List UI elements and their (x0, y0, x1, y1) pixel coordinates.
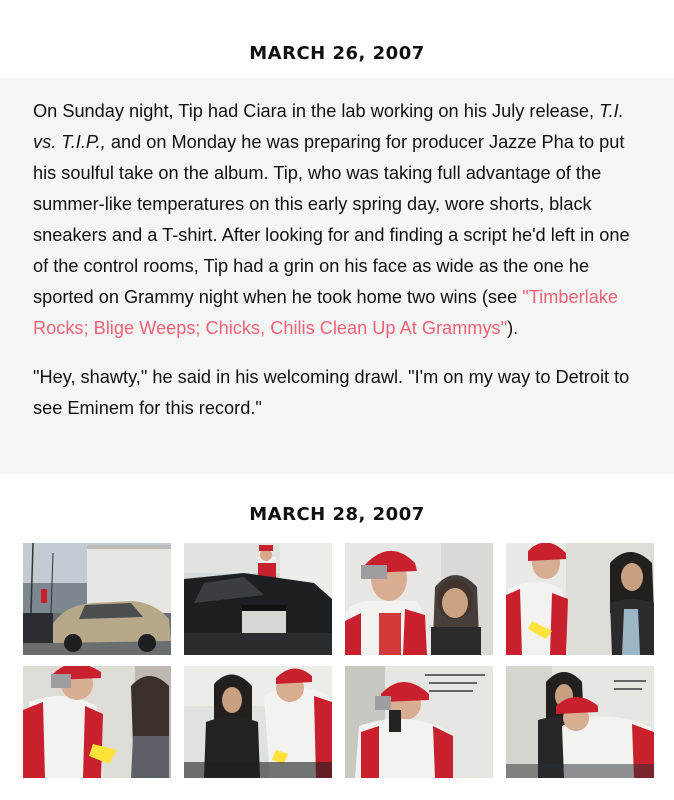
photo-image (184, 543, 332, 655)
photo-tip-on-phone-truck[interactable] (345, 666, 493, 778)
article-body (0, 78, 674, 474)
section-date-heading: MARCH 28, 2007 (249, 504, 425, 525)
photo-tip-holding-paper-woman-on-phone[interactable] (506, 543, 654, 655)
photo-gallery (23, 543, 654, 783)
article-paragraph-quote: "Hey, shawty," he said in his welcoming drawl. "I'm on my way to Detroit to see Eminem for this record." (33, 367, 630, 418)
grammys-article-link[interactable]: "Timberlake Rocks; Blige Weeps; Chicks, Chilis Clean Up At Grammys" (33, 287, 619, 338)
section-date-heading: MARCH 26, 2007 (249, 43, 425, 64)
photo-image (23, 666, 171, 778)
album-title: T.I. vs. T.I.P., (33, 101, 624, 152)
photo-parking-lot-cars[interactable] (23, 543, 171, 655)
photo-image (345, 543, 493, 655)
article-paragraph (33, 96, 644, 344)
photo-image (184, 666, 332, 778)
photo-image (23, 543, 171, 655)
photo-tip-red-cap-with-woman[interactable] (345, 543, 493, 655)
photo-image (506, 543, 654, 655)
paragraph-text: and on Monday he was preparing for producer Jazze Pha to put his soulful take on the album. Tip, who was taking full advantage of the summer-like temperatures on this early spring day, wore shorts, black sneakers and a T-shirt. After looking for and finding a script he'd left in one of the control rooms, Tip had a grin on his face as wide as the one he sported on Grammy night when he took home two wins (see (33, 132, 630, 307)
photo-image (345, 666, 493, 778)
photo-image (506, 666, 654, 778)
photo-black-mercedes[interactable] (184, 543, 332, 655)
paragraph-text: ). (507, 318, 519, 338)
photo-tip-paper-woman-behind[interactable] (23, 666, 171, 778)
paragraph-text: On Sunday night, Tip had Ciara in the lab working on his July release, (33, 101, 600, 121)
photo-woman-and-tip-bending[interactable] (184, 666, 332, 778)
photo-tip-leaning-woman-behind[interactable] (506, 666, 654, 778)
